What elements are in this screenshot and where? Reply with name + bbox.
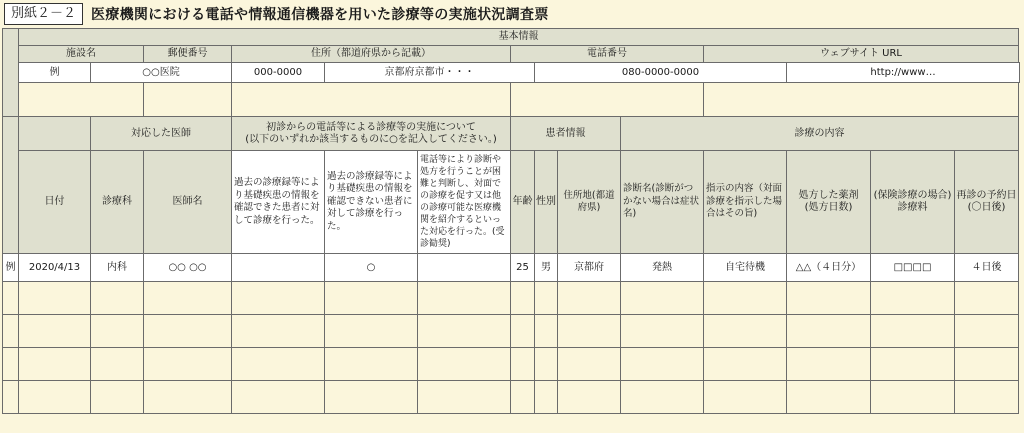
revisit-input[interactable]	[955, 315, 1019, 348]
initial-consult-header	[232, 117, 511, 151]
diagnosis-input[interactable]	[621, 315, 704, 348]
age-header: 年齢	[511, 151, 535, 254]
entry-row	[3, 315, 1020, 348]
instruction-header	[704, 151, 787, 254]
website-header: ウェブサイト URL	[704, 46, 1019, 63]
doctor-name-input[interactable]	[144, 381, 232, 414]
example-marker: 例	[19, 63, 91, 83]
instruction-input[interactable]	[704, 348, 787, 381]
option-3-input[interactable]	[418, 381, 511, 414]
date-input[interactable]	[19, 315, 91, 348]
row-marker-cell	[3, 315, 19, 348]
prescription-input[interactable]	[787, 315, 871, 348]
diagnosis-input[interactable]	[621, 348, 704, 381]
prescription-input[interactable]	[787, 381, 871, 414]
example-age: 25	[511, 254, 535, 282]
option-2-input[interactable]	[325, 282, 418, 315]
residence-header-text: 住所地(都道府県)	[563, 189, 615, 213]
fee-header	[871, 151, 955, 254]
fee-header-line-2: 診療料	[897, 202, 928, 213]
basic-info-header: 基本情報	[19, 29, 1019, 46]
example-prescription: △△（４日分）	[787, 254, 871, 282]
diagnosis-header	[621, 151, 704, 254]
example-website: http://www…	[787, 63, 1020, 83]
fee-input[interactable]	[871, 381, 955, 414]
initial-consult-line-1: 初診からの電話等による診療等の実施について	[266, 121, 476, 133]
revisit-header	[955, 151, 1019, 254]
option-3-input[interactable]	[418, 348, 511, 381]
option-3-text: 電話等により診断や処方を行うことが困難と判断し、対面での診療を促す又は他の診療可能な医療機関を紹介するといった対応を行った。(受診勧奨)	[420, 155, 505, 249]
age-input[interactable]	[511, 381, 535, 414]
date-input[interactable]	[19, 381, 91, 414]
age-input[interactable]	[511, 282, 535, 315]
row-marker-cell	[3, 348, 19, 381]
consult-content-header: 診療の内容	[621, 117, 1019, 151]
example-fee: □□□□	[871, 254, 955, 282]
fee-header-line-1: (保険診療の場合)	[873, 190, 952, 201]
entry-row	[3, 381, 1020, 414]
example-option-2: ○	[325, 254, 418, 282]
fee-input[interactable]	[871, 315, 955, 348]
example-residence: 京都府	[558, 254, 621, 282]
survey-form-table	[2, 28, 1020, 414]
department-input[interactable]	[91, 315, 144, 348]
example-revisit: ４日後	[955, 254, 1019, 282]
example-phone: 080-0000-0000	[535, 63, 787, 83]
address-header: 住所（都道府県から記載）	[232, 46, 511, 63]
option-2-text: 過去の診療録等により基礎疾患の情報を確認できない患者に対して診療を行った。	[327, 170, 413, 232]
fee-input[interactable]	[871, 348, 955, 381]
option-1-input[interactable]	[232, 282, 325, 315]
doctor-name-input[interactable]	[144, 348, 232, 381]
option-1-input[interactable]	[232, 381, 325, 414]
facility-name-header: 施設名	[19, 46, 144, 63]
option-3-input[interactable]	[418, 315, 511, 348]
residence-input[interactable]	[558, 282, 621, 315]
website-input[interactable]	[704, 83, 1019, 117]
date-input[interactable]	[19, 282, 91, 315]
sex-input[interactable]	[535, 381, 558, 414]
option-2-input[interactable]	[325, 315, 418, 348]
option-1-input[interactable]	[232, 348, 325, 381]
example-diagnosis: 発熱	[621, 254, 704, 282]
blank-header-cell	[19, 117, 91, 151]
instruction-header-text: 指示の内容（対面診療を指示した場合はその旨)	[706, 183, 783, 220]
side-cell	[3, 117, 19, 254]
postal-code-input[interactable]	[144, 83, 232, 117]
department-input[interactable]	[91, 282, 144, 315]
row-marker-cell	[3, 381, 19, 414]
prescription-input[interactable]	[787, 282, 871, 315]
entry-row	[3, 348, 1020, 381]
doctor-name-input[interactable]	[144, 315, 232, 348]
example-address: 京都府京都市・・・	[325, 63, 535, 83]
doctor-group-header: 対応した医師	[91, 117, 232, 151]
entry-row	[3, 282, 1020, 315]
diagnosis-header-text: 診断名(診断がつかない場合は症状名)	[623, 183, 700, 220]
postal-code-header: 郵便番号	[144, 46, 232, 63]
initial-consult-line-2: (以下のいずれか該当するものに○を記入してください。)	[245, 133, 497, 145]
doctor-name-input[interactable]	[144, 282, 232, 315]
example-facility-name: ○○医院	[91, 63, 232, 83]
department-input[interactable]	[91, 381, 144, 414]
example-doctor-name: ○○ ○○	[144, 254, 232, 282]
instruction-input[interactable]	[704, 381, 787, 414]
revisit-input[interactable]	[955, 381, 1019, 414]
residence-header	[558, 151, 621, 254]
sex-input[interactable]	[535, 282, 558, 315]
doctor-name-header: 医師名	[144, 151, 232, 254]
side-cell	[3, 29, 19, 117]
patient-info-header: 患者情報	[511, 117, 621, 151]
option-3-input[interactable]	[418, 282, 511, 315]
sex-input[interactable]	[535, 315, 558, 348]
age-input[interactable]	[511, 348, 535, 381]
option-1-header	[232, 151, 325, 254]
document-label: 別紙２－２	[4, 3, 83, 25]
sex-header: 性別	[535, 151, 558, 254]
residence-input[interactable]	[558, 381, 621, 414]
example-marker: 例	[3, 254, 19, 282]
row-marker-cell	[3, 282, 19, 315]
document-title: 医療機関における電話や情報通信機器を用いた診療等の実施状況調査票	[91, 7, 549, 23]
revisit-input[interactable]	[955, 348, 1019, 381]
example-instruction: 自宅待機	[704, 254, 787, 282]
example-sex: 男	[535, 254, 558, 282]
department-input[interactable]	[91, 348, 144, 381]
option-3-header	[418, 151, 511, 254]
example-option-1	[232, 254, 325, 282]
option-1-text: 過去の診療録等により基礎疾患の情報を確認できた患者に対して診療を行った。	[234, 177, 320, 226]
prescription-header	[787, 151, 871, 254]
revisit-input[interactable]	[955, 282, 1019, 315]
example-department: 内科	[91, 254, 144, 282]
sex-input[interactable]	[535, 348, 558, 381]
phone-input[interactable]	[511, 83, 704, 117]
facility-name-input[interactable]	[19, 83, 144, 117]
department-header: 診療科	[91, 151, 144, 254]
phone-header: 電話番号	[511, 46, 704, 63]
residence-input[interactable]	[558, 348, 621, 381]
option-2-input[interactable]	[325, 348, 418, 381]
diagnosis-input[interactable]	[621, 381, 704, 414]
title-bar	[4, 3, 549, 25]
diagnosis-input[interactable]	[621, 282, 704, 315]
option-2-header	[325, 151, 418, 254]
prescription-input[interactable]	[787, 348, 871, 381]
revisit-header-line-2: (〇日後)	[967, 202, 1006, 213]
example-option-3	[418, 254, 511, 282]
option-2-input[interactable]	[325, 381, 418, 414]
date-input[interactable]	[19, 348, 91, 381]
prescription-header-line-2: (処方日数)	[804, 202, 853, 213]
revisit-header-line-1: 再診の予約日	[956, 190, 1017, 201]
instruction-input[interactable]	[704, 282, 787, 315]
date-header: 日付	[19, 151, 91, 254]
age-input[interactable]	[511, 315, 535, 348]
prescription-header-line-1: 処方した薬剤	[798, 190, 859, 201]
example-postal-code: 000-0000	[232, 63, 325, 83]
instruction-input[interactable]	[704, 315, 787, 348]
fee-input[interactable]	[871, 282, 955, 315]
address-input[interactable]	[232, 83, 511, 117]
option-1-input[interactable]	[232, 315, 325, 348]
residence-input[interactable]	[558, 315, 621, 348]
example-date: 2020/4/13	[19, 254, 91, 282]
